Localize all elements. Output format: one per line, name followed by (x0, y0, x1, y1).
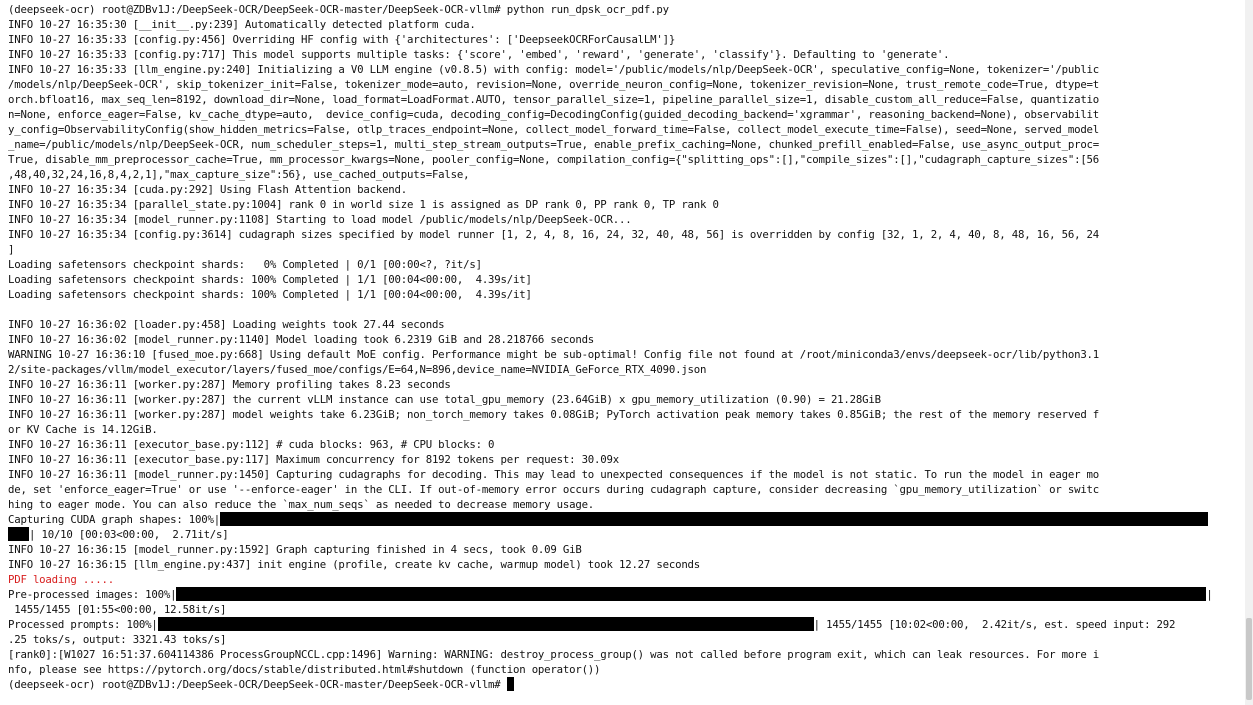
preprocess-progress-line (8, 587, 1237, 602)
log-line: orch.bfloat16, max_seq_len=8192, download_dir=None, load_format=LoadFormat.AUTO, tensor_parallel_size=1, pipeline_parallel_size=1, disable_custom_all_reduce=False, quantizatio (8, 93, 1100, 106)
log-line: de, set 'enforce_eager=True' or use '--enforce-eager' in the CLI. If out-of-memory error occurs during cudagraph capture, consider decreasing `gpu_memory_utilization` or switc (8, 483, 1100, 496)
log-line: (deepseek-ocr) root@ZDBv1J:/DeepSeek-OCR/DeepSeek-OCR-master/DeepSeek-OCR-vllm# python run_dpsk_ocr_pdf.py (8, 3, 669, 16)
prompts-progress-prefix: Processed prompts: 100%| (8, 618, 158, 631)
log-line: _name=/public/models/nlp/DeepSeek-OCR, num_scheduler_steps=1, multi_step_stream_outputs=True, enable_prefix_caching=None, chunked_prefill_enabled=False, use_async_output_proc= (8, 138, 1100, 151)
log-line: INFO 10-27 16:35:34 [model_runner.py:1108] Starting to load model /public/models/nlp/DeepSeek-OCR... (8, 213, 632, 226)
prompts-progress-suffix: | 1455/1455 [10:02<00:00, 2.42it/s, est. speed input: 292 (813, 618, 1176, 631)
preprocess-progress-prefix: Pre-processed images: 100%| (8, 588, 177, 601)
log-line: INFO 10-27 16:36:15 [model_runner.py:1592] Graph capturing finished in 4 secs, took 0.09 GiB (8, 543, 582, 556)
log-line: y_config=ObservabilityConfig(show_hidden_metrics=False, otlp_traces_endpoint=None, collect_model_forward_time=False, collect_model_execute_time=False), seed=None, served_model (8, 123, 1100, 136)
log-line: INFO 10-27 16:35:33 [config.py:456] Overriding HF config with {'architectures': ['DeepseekOCRForCausalLM']} (8, 33, 676, 46)
log-line: INFO 10-27 16:35:34 [config.py:3614] cudagraph sizes specified by model runner [1, 2, 4, 8, 16, 24, 32, 40, 48, 56] is overridden by config [32, 1, 2, 4, 40, 8, 48, 16, 56, 24 (8, 228, 1100, 241)
prompts-progress-line (8, 617, 1237, 632)
preprocess-progress-end: | (1206, 588, 1213, 601)
preprocess-progress-suffix: 1455/1455 [01:55<00:00, 12.58it/s] (8, 603, 227, 616)
log-line: nfo, please see https://pytorch.org/docs/stable/distributed.html#shutdown (function operator()) (8, 663, 601, 676)
vertical-scrollbar[interactable] (1245, 0, 1253, 705)
capture-progress-bar (220, 512, 1208, 526)
log-line: INFO 10-27 16:36:11 [worker.py:287] the current vLLM instance can use total_gpu_memory (23.64GiB) x gpu_memory_utilization (0.90) = 21.28GiB (8, 393, 881, 406)
text-cursor (507, 677, 514, 691)
capture-progress-line (8, 512, 1237, 527)
shell-prompt: (deepseek-ocr) root@ZDBv1J:/DeepSeek-OCR/DeepSeek-OCR-master/DeepSeek-OCR-vllm# (8, 678, 507, 691)
capture-progress-suffix: | 10/10 [00:03<00:00, 2.71it/s] (29, 528, 229, 541)
log-line: INFO 10-27 16:36:15 [llm_engine.py:437] init engine (profile, create kv cache, warmup model) took 12.27 seconds (8, 558, 701, 571)
log-line: WARNING 10-27 16:36:10 [fused_moe.py:668] Using default MoE config. Performance might be sub-optimal! Config file not found at /root/miniconda3/envs/deepseek-ocr/lib/python3.1 (8, 348, 1100, 361)
log-line: INFO 10-27 16:36:11 [model_runner.py:1450] Capturing cudagraphs for decoding. This may lead to unexpected consequences if the model is not static. To run the model in eager mo (8, 468, 1100, 481)
preprocess-progress-bar (176, 587, 1206, 601)
shell-prompt-line[interactable] (8, 677, 1237, 692)
log-line: hing to eager mode. You can also reduce the `max_num_seqs` as needed to decrease memory usage. (8, 498, 595, 511)
log-line: n=None, enforce_eager=False, kv_cache_dtype=auto, device_config=cuda, decoding_config=DecodingConfig(guided_decoding_backend='xgrammar', reasoning_backend=None), observabilit (8, 108, 1100, 121)
log-line: INFO 10-27 16:36:11 [worker.py:287] Memory profiling takes 8.23 seconds (8, 378, 451, 391)
log-line: INFO 10-27 16:35:34 [cuda.py:292] Using Flash Attention backend. (8, 183, 408, 196)
log-line: Loading safetensors checkpoint shards: 0% Completed | 0/1 [00:00<?, ?it/s] (8, 258, 482, 271)
capture-progress-bar-tail (8, 527, 29, 541)
log-line: INFO 10-27 16:36:02 [loader.py:458] Loading weights took 27.44 seconds (8, 318, 445, 331)
log-line: [rank0]:[W1027 16:51:37.604114386 ProcessGroupNCCL.cpp:1496] Warning: WARNING: destroy_process_group() was not called before program exit, which can leak resources. For more i (8, 648, 1100, 661)
log-line: INFO 10-27 16:35:33 [llm_engine.py:240] Initializing a V0 LLM engine (v0.8.5) with config: model='/public/models/nlp/DeepSeek-OCR', speculative_config=None, tokenizer='/public (8, 63, 1100, 76)
log-line: INFO 10-27 16:36:02 [model_runner.py:1140] Model loading took 6.2319 GiB and 28.218766 seconds (8, 333, 595, 346)
capture-progress-prefix: Capturing CUDA graph shapes: 100%| (8, 513, 220, 526)
prompts-progress-bar (158, 617, 814, 631)
log-line: INFO 10-27 16:36:11 [executor_base.py:112] # cuda blocks: 963, # CPU blocks: 0 (8, 438, 495, 451)
log-line: INFO 10-27 16:35:30 [__init__.py:239] Automatically detected platform cuda. (8, 18, 476, 31)
scrollbar-thumb[interactable] (1246, 618, 1252, 700)
log-line: /models/nlp/DeepSeek-OCR', skip_tokenizer_init=False, tokenizer_mode=auto, revision=None, override_neuron_config=None, tokenizer_revision=None, trust_remote_code=True, dtype=t (8, 78, 1100, 91)
log-line: or KV Cache is 14.12GiB. (8, 423, 158, 436)
log-line: True, disable_mm_preprocessor_cache=True, mm_processor_kwargs=None, pooler_config=None, compilation_config={"splitting_ops":[],"compile_sizes":[],"cudagraph_capture_sizes":[56 (8, 153, 1100, 166)
log-line: 2/site-packages/vllm/model_executor/layers/fused_moe/configs/E=64,N=896,device_name=NVIDIA_GeForce_RTX_4090.json (8, 363, 707, 376)
log-line: ,48,40,32,24,16,8,4,2,1],"max_capture_size":56}, use_cached_outputs=False, (8, 168, 470, 181)
log-line (8, 302, 1237, 317)
log-line: Loading safetensors checkpoint shards: 100% Completed | 1/1 [00:04<00:00, 4.39s/it] (8, 273, 532, 286)
log-line: INFO 10-27 16:35:34 [parallel_state.py:1004] rank 0 in world size 1 is assigned as DP rank 0, PP rank 0, TP rank 0 (8, 198, 719, 211)
log-line: Loading safetensors checkpoint shards: 100% Completed | 1/1 [00:04<00:00, 4.39s/it] (8, 288, 532, 301)
capture-progress-line-wrap (8, 527, 1237, 542)
pdf-loading-text: PDF loading ..... (8, 573, 114, 586)
log-line: INFO 10-27 16:35:33 [config.py:717] This model supports multiple tasks: {'score', 'embed', 'reward', 'generate', 'classify'}. Defaulting to 'generate'. (8, 48, 950, 61)
log-line: INFO 10-27 16:36:11 [executor_base.py:117] Maximum concurrency for 8192 tokens per request: 30.09x (8, 453, 619, 466)
log-line: ] (8, 243, 15, 256)
log-line: INFO 10-27 16:36:11 [worker.py:287] model weights take 6.23GiB; non_torch_memory takes 0.08GiB; PyTorch activation peak memory takes 0.85GiB; the rest of the memory reserved f (8, 408, 1100, 421)
log-line: .25 toks/s, output: 3321.43 toks/s] (8, 633, 227, 646)
